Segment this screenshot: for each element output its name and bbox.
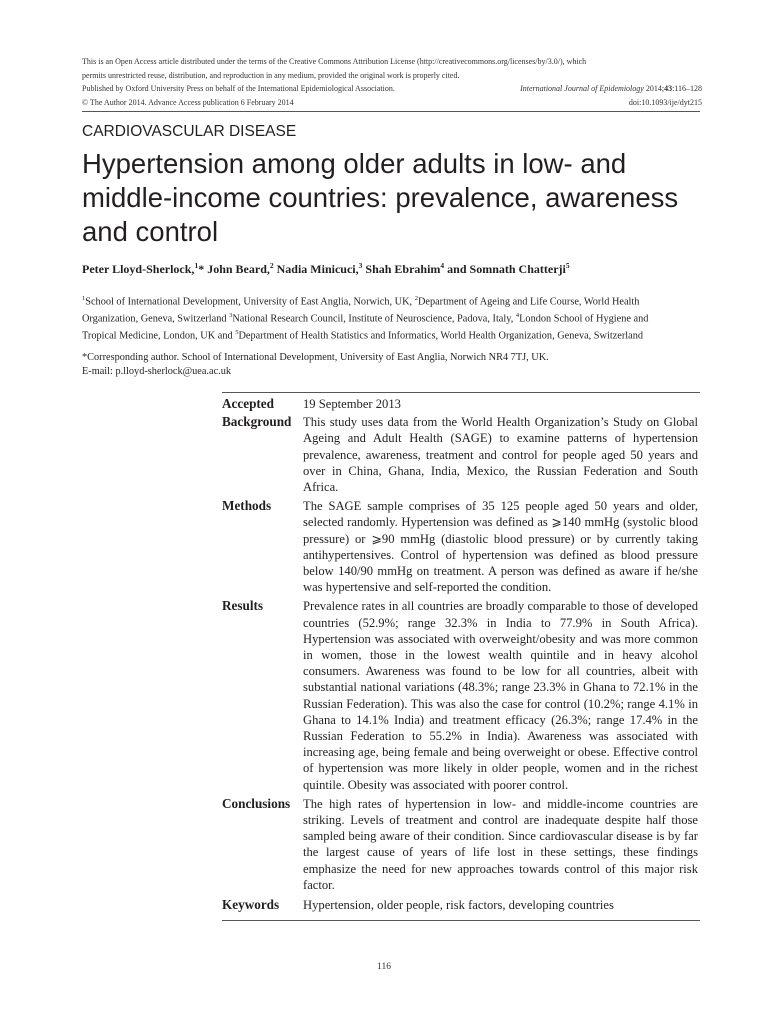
corresponding-address: *Corresponding author. School of International Development, University of East Anglia, Norwich NR4 7TJ, UK.	[82, 352, 549, 363]
journal-name: International Journal of Epidemiology	[520, 84, 644, 93]
author-name: Peter Lloyd-Sherlock,	[82, 262, 195, 276]
author-affiliation-mark: 2	[269, 261, 274, 270]
results-text: Prevalence rates in all countries are broadly comparable to those of developed countries (52.9%; range 32.3% in India to 77.9% in South Africa). Hypertension was associated with overweight/obesity and was more common in women, those in the lowest wealth quintile and in heavy alcohol consumers. Awareness was found to be low for all countries, albeit with substantial national variations (48.3%; range 23.3% in Ghana to 72.1% in the Russian Federation). This was also the case for control (10.2%; range 4.1% in Ghana to 14.1% India) and treatment efficacy (26.3%; range 17.4% in the Russian Federation to 55.2% in India). Awareness was associated with increasing age, being female and being overweight or obese. Effective control of hypertension was more likely in older people, women and in the richest quintile. Obesity was associated with poorer control.	[303, 599, 698, 792]
journal-year: 2014;	[643, 84, 665, 93]
keywords-text: Hypertension, older people, risk factors, developing countries	[303, 898, 614, 913]
author-name: Shah Ebrahim	[365, 262, 441, 276]
abstract	[222, 392, 700, 921]
affiliation-text: National Research Council, Institute of Neuroscience, Padova, Italy,	[232, 313, 516, 325]
journal-citation	[520, 82, 702, 96]
author-affiliation-mark: 3	[358, 261, 363, 270]
background-text: This study uses data from the World Health Organization’s Study on Global Ageing and Adult Health (SAGE) to examine patterns of hypertension prevalence, awareness, treatment and control for people aged 50 years and over in China, Ghana, India, Mexico, the Russian Federation and South Africa.	[303, 415, 698, 495]
affiliation-number: 5	[235, 328, 239, 336]
abstract-accepted	[222, 396, 700, 412]
abstract-methods	[222, 498, 700, 595]
affiliation-number: 1	[82, 295, 86, 302]
affiliation-number: 4	[515, 311, 520, 319]
abstract-background	[222, 414, 700, 495]
doi: doi:10.1093/ije/dyt215	[628, 97, 702, 107]
accepted-date: 19 September 2013	[303, 397, 401, 411]
section-label: CARDIOVASCULAR DISEASE	[82, 123, 297, 140]
corresponding-email: E-mail: p.lloyd-sherlock@uea.ac.uk	[82, 365, 232, 377]
affiliation-text: London School of Hygiene and Tropical Medicine, London, UK and	[82, 313, 649, 342]
author-affiliation-mark: 5	[565, 261, 570, 270]
abstract-top-rule	[222, 392, 700, 393]
affiliation-text: School of International Development, University of East Anglia, Norwich, UK,	[85, 296, 415, 308]
article-title: Hypertension among older adults in low- and middle-income countries: prevalence, awareness and control	[82, 148, 679, 247]
abstract-keywords	[222, 897, 700, 913]
conclusions-text: The high rates of hypertension in low- and middle-income countries are striking. Levels of treatment and control are inadequate despite half those sampled being aware of their condition. Since cardiovascular disease is by far the largest cause of years of life lost in these settings, these findings emphasize the need for new approaches towards control of this major risk factor.	[303, 796, 698, 892]
results-label: Results	[222, 598, 264, 614]
license-notice	[82, 55, 702, 109]
author-affiliation-mark: 4	[440, 261, 445, 270]
affiliation-text: Department of Health Statistics and Informatics, World Health Organization, Geneva, Switzerland	[238, 330, 643, 342]
author-separator: *	[198, 262, 208, 276]
author-separator: and	[444, 262, 470, 276]
conclusions-label: Conclusions	[222, 795, 291, 811]
page-number: 116	[377, 962, 391, 972]
abstract-conclusions	[222, 796, 700, 893]
background-label: Background	[222, 414, 292, 430]
methods-label: Methods	[222, 498, 272, 514]
affiliations	[82, 292, 682, 343]
affiliation-text: Department of Ageing and Life Course, World Health Organization, Geneva, Switzerland	[82, 296, 640, 325]
header-divider	[82, 111, 700, 112]
accepted-label: Accepted	[222, 396, 274, 411]
copyright-line: © The Author 2014. Advance Access publication 6 February 2014	[82, 97, 294, 107]
author-name: Somnath Chatterji	[469, 262, 566, 276]
abstract-bottom-rule	[222, 920, 700, 921]
methods-text: The SAGE sample comprises of 35 125 people aged 50 years and older, selected randomly. Hypertension was defined as ⩾140 mmHg (systolic blood pressure) or ⩾90 mmHg (diastolic blood pressure) or by currently taking antihypertensives. Control of hypertension was defined as blood pressure below 140/90 mmHg on treatment. A person was defined as aware if he/she was hypertensive and self-reported the condition.	[303, 499, 698, 595]
journal-pages: :116–128	[672, 84, 702, 93]
journal-volume: 43	[664, 84, 673, 93]
publisher-line: Published by Oxford University Press on behalf of the International Epidemiological Association.	[82, 84, 395, 93]
corresponding-author	[82, 351, 682, 378]
affiliation-number: 3	[229, 311, 233, 319]
author-affiliation-mark: 1	[194, 261, 199, 270]
abstract-results	[222, 598, 700, 792]
affiliation-number: 2	[414, 295, 418, 302]
license-line-2: permits unrestricted reuse, distribution, and reproduction in any medium, provided the original work is properly cited.	[82, 70, 460, 80]
author-list	[82, 261, 702, 277]
keywords-label: Keywords	[222, 897, 280, 913]
author-name: John Beard,	[207, 262, 270, 276]
license-line-1: This is an Open Access article distributed under the terms of the Creative Commons Attribution License (http://creativecommons.org/licenses/by/3.0/), which	[82, 57, 587, 66]
author-name: Nadia Minicuci,	[276, 262, 359, 276]
